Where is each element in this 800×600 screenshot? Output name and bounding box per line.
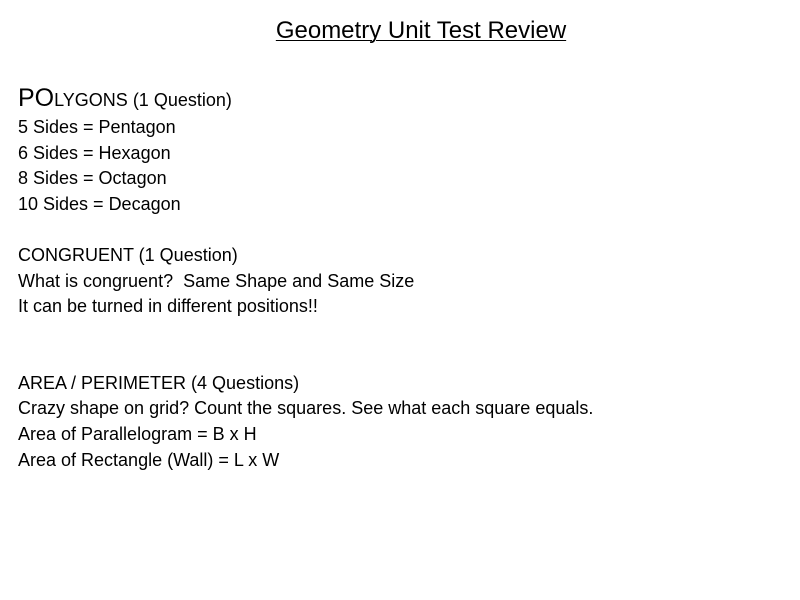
area-rectangle-formula: Area of Rectangle (Wall) = L x W (18, 449, 280, 470)
polygon-line-decagon: 10 Sides = Decagon (18, 193, 181, 214)
polygons-heading (18, 83, 593, 115)
section-spacer (18, 320, 593, 371)
area-parallelogram-formula: Area of Parallelogram = B x H (18, 423, 257, 444)
area-grid-tip: Crazy shape on grid? Count the squares. See what each square equals. (18, 398, 594, 419)
page-title: Geometry Unit Test Review (275, 17, 567, 44)
congruent-heading: CONGRUENT (1 Question) (18, 244, 238, 265)
polygons-heading-rest: LYGONS (1 Question) (54, 90, 232, 110)
area-perimeter-heading: AREA / PERIMETER (4 Questions) (18, 372, 300, 393)
polygon-line-pentagon: 5 Sides = Pentagon (18, 117, 176, 137)
congruent-note: It can be turned in different positions!! (18, 296, 318, 317)
polygon-line-octagon: 8 Sides = Octagon (18, 168, 167, 189)
section-spacer (18, 217, 593, 243)
review-content (18, 83, 593, 473)
polygon-line-hexagon: 6 Sides = Hexagon (18, 142, 171, 163)
congruent-definition: What is congruent? Same Shape and Same Size (18, 270, 415, 291)
polygons-heading-prefix: PO (18, 84, 55, 112)
